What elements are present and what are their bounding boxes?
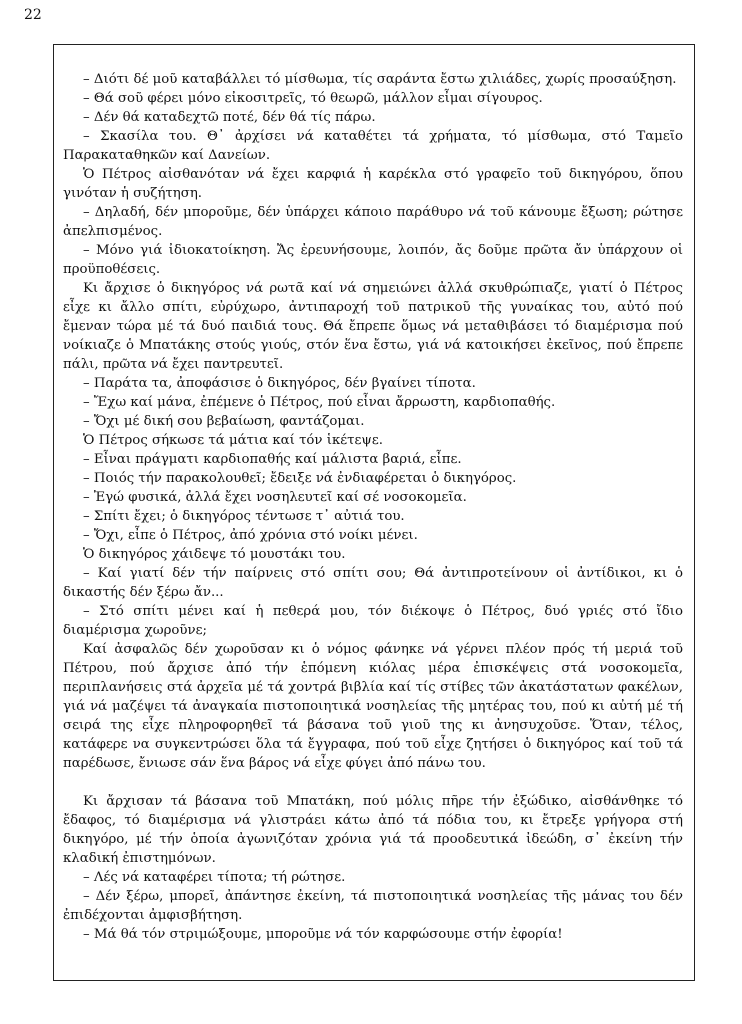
paragraph: – Στό σπίτι μένει καί ἡ πεθερά μου, τόν διέκοψε ὁ Πέτρος, δυό γριές στό ἴδιο διαμέρισμα χωροῦνε; <box>63 604 683 638</box>
paragraph: – Ὄχι μέ δική σου βεβαίωση, φαντάζομαι. <box>83 414 365 429</box>
paragraph: – Σκασίλα του. Θ᾽ ἀρχίσει νά καταθέτει τά χρήματα, τό μίσθωμα, στό Ταμεῖο Παρακαταθηκῶν καί Δανείων. <box>63 129 683 163</box>
paragraph: – Δέν θά καταδεχτῶ ποτέ, δέν θά τίς πάρω. <box>83 110 376 125</box>
paragraph: – Δηλαδή, δέν μποροῦμε, δέν ὑπάρχει κάποιο παράθυρο νά τοῦ κάνουμε ἔξωση; ρώτησε ἀπελπισμένος. <box>63 205 683 239</box>
paragraph: Κι ἄρχισε ὁ δικηγόρος νά ρωτᾶ καί νά σημειώνει ἀλλά σκυθρώπιαζε, γιατί ὁ Πέτρος εἶχε κι ἄλλο σπίτι, εὐρύχωρο, ἀντιπαροχή τοῦ πατρικοῦ τῆς γυναίκας του, αὐτό πού ἔμεναν τώρα μέ τά δυό παιδιά τους. Θά ἔπρεπε ὅμως νά μεταθιβάσει τό διαμέρισμα πού νοίκιαζε ὁ Μπατάκης στούς γιούς, στόν ἕνα ἔστω, γιά νά κατοικήσει ἐκεῖνος, πού ἔπρεπε πάλι, πρῶτα νά ἔχει παντρευτεῖ. <box>63 281 683 372</box>
paragraph: – Ποιός τήν παρακολουθεῖ; ἔδειξε νά ἐνδιαφέρεται ὁ δικηγόρος. <box>83 471 517 486</box>
paragraph: – Διότι δέ μοῦ καταβάλλει τό μίσθωμα, τίς σαράντα ἔστω χιλιάδες, χωρίς προσαύξηση. <box>83 72 677 87</box>
text-body <box>63 70 683 944</box>
paragraph: – Δέν ξέρω, μπορεῖ, ἀπάντησε ἐκείνη, τά πιστοποιητικά νοσηλείας τῆς μάνας του δέν ἐπιδέχονται ἀμφισβήτηση. <box>63 889 683 923</box>
paragraph: – Μόνο γιά ἰδιοκατοίκηση. Ἄς ἐρευνήσουμε, λοιπόν, ἄς δοῦμε πρῶτα ἄν ὑπάρχουν οἱ προϋποθέσεις. <box>63 243 683 277</box>
paragraph: – Παράτα τα, ἀποφάσισε ὁ δικηγόρος, δέν βγαίνει τίποτα. <box>83 376 476 391</box>
paragraph: – Εἶναι πράγματι καρδιοπαθής καί μάλιστα βαριά, εἶπε. <box>83 452 462 467</box>
paragraph: – Θά σοῦ φέρει μόνο εἰκοσιτρεῖς, τό θεωρῶ, μάλλον εἶμαι σίγουρος. <box>83 91 543 106</box>
paragraph: Κι ἄρχισαν τά βάσανα τοῦ Μπατάκη, πού μόλις πῆρε τήν ἐξώδικο, αἰσθάνθηκε τό ἔδαφος, τό διαμέρισμα νά γλιστράει κάτω ἀπό τά πόδια του, κι ἔτρεξε γρήγορα στή δικηγόρο, μέ τήν ὁποία ἀγωνιζόταν χρόνια γιά τά προοδευτικά ἰδεώδη, σ᾽ ἐκείνη τήν κλαδική ἐπιστημόνων. <box>63 794 683 866</box>
paragraph: Ὁ Πέτρος σήκωσε τά μάτια καί τόν ἱκέτεψε. <box>83 433 383 448</box>
paragraph: – Μά θά τόν στριμώξουμε, μποροῦμε νά τόν καρφώσουμε στήν ἐφορία! <box>83 927 563 942</box>
paragraph: – Καί γιατί δέν τήν παίρνεις στό σπίτι σου; Θά ἀντιπροτείνουν οἱ ἀντίδικοι, κι ὁ δικαστής δέν ξέρω ἄν... <box>63 566 683 600</box>
paragraph: Καί ἀσφαλῶς δέν χωροῦσαν κι ὁ νόμος φάνηκε νά γέρνει πλέον πρός τή μεριά τοῦ Πέτρου, πού ἄρχισε ἀπό τήν ἑπόμενη κιόλας μέρα ἐπισκέψεις στά νοσοκομεῖα, περιπλανήσεις στά ἀρχεῖα μέ τά χοντρά βιβλία καί τίς στίβες τῶν ἀκατάστατων φακέλων, γιά νά μαζέψει τά ἀναγκαία πιστοποιητικά νοσηλείας τῆς μητέρας του, πού κι αὐτή μέ τή σειρά της εἶχε πληροφορηθεῖ τά βάσανα τοῦ γιοῦ της κι ἀνησυχοῦσε. Ὅταν, τέλος, κατάφερε να συγκεντρώσει ὅλα τά ἔγγραφα, πού τοῦ εἶχε ζητήσει ὁ δικηγόρος καί τοῦ τά παρέδωσε, ἔνιωσε σάν ἕνα βάρος νά εἶχε φύγει ἀπό πάνω του. <box>63 642 683 771</box>
paragraph: – Ὄχι, εἶπε ὁ Πέτρος, ἀπό χρόνια στό νοίκι μένει. <box>83 528 418 543</box>
paragraph: – Λές νά καταφέρει τίποτα; τή ρώτησε. <box>83 870 346 885</box>
paragraph: – Ἔχω καί μάνα, ἐπέμενε ὁ Πέτρος, πού εἶναι ἄρρωστη, καρδιοπαθής. <box>83 395 556 410</box>
paragraph: Ὁ Πέτρος αἰσθανόταν νά ἔχει καρφιά ἡ καρέκλα στό γραφεῖο τοῦ δικηγόρου, ὅπου γινόταν ἡ συζήτηση. <box>63 167 683 201</box>
paragraph: – Ἐγώ φυσικά, ἀλλά ἔχει νοσηλευτεῖ καί σέ νοσοκομεῖα. <box>83 490 467 505</box>
paragraph: – Σπίτι ἔχει; ὁ δικηγόρος τέντωσε τ᾽ αὐτιά του. <box>83 509 405 524</box>
paragraph: Ὁ δικηγόρος χάιδεψε τό μουστάκι του. <box>83 547 346 562</box>
page-number: 22 <box>24 7 42 23</box>
